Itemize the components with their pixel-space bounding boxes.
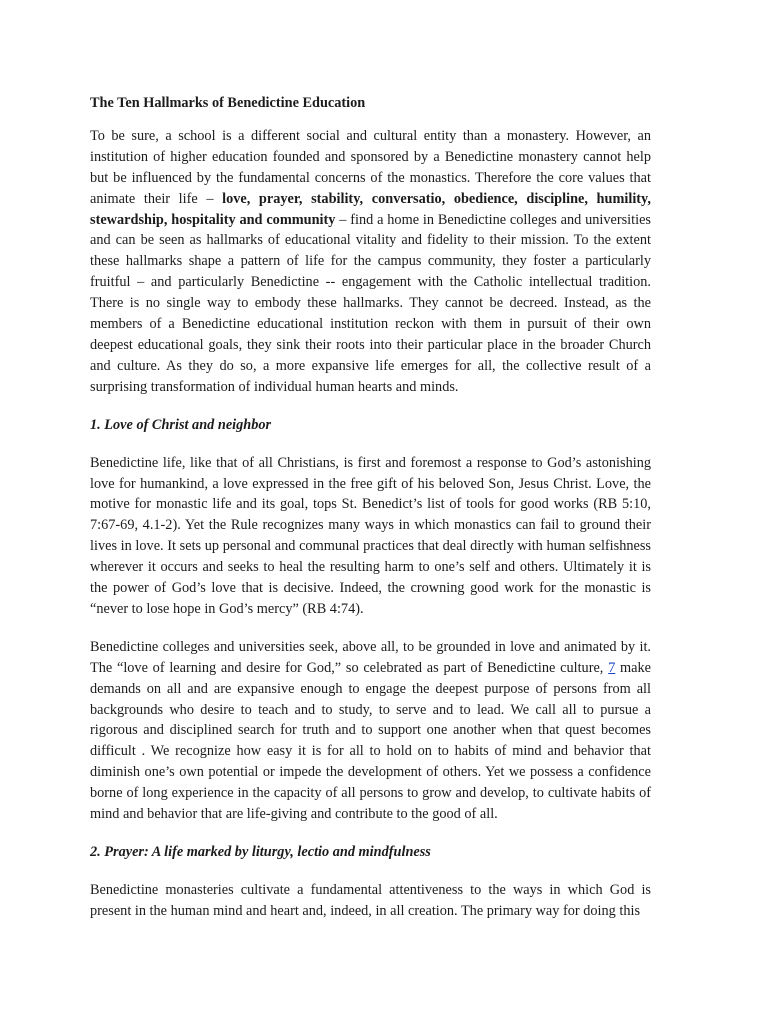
section-1-paragraph-1: Benedictine life, like that of all Christians, is first and foremost a response to God’s astonishing love for humankind, a love expressed in the free gift of his beloved Son, Jesus Christ. Love, the motive for monastic life and its goal, tops St. Benedict’s list of tools for good works (RB 5:10, 7:67-69, 4.1-2). Yet the Rule recognizes many ways in which monastics can fail to ground their lives in love. It sets up personal and communal practices that deal directly with human selfishness wherever it occurs and seeks to heal the resulting harm to one’s self and others. Ultimately it is the power of God’s love that is decisive. Indeed, the crowning good work for the monastic is “never to lose hope in God’s mercy” (RB 4:74). [90, 454, 651, 617]
section-1-paragraph-2 [90, 637, 651, 825]
footnote-link[interactable]: 7 [608, 659, 616, 676]
core-values-list: love, prayer, stability, conversatio, obedience, discipline, humility, stewardship, hospitality and community [90, 190, 651, 228]
intro-text-end: – find a home in Benedictine colleges and universities and can be seen as hallmarks of educational vitality and fidelity to their mission. To the extent these hallmarks shape a pattern of life for the campus community, they foster a particularly fruitful – and particularly Benedictine -- engagement with the Catholic intellectual tradition. There is no single way to embody these hallmarks. They cannot be decreed. Instead, as the members of a Benedictine educational institution reckon with them in pursuit of their own deepest educational goals, they sink their roots into their particular place in the broader Church and culture. As they do so, a more expansive life emerges for all, the collective result of a surprising transformation of individual human hearts and minds. [90, 211, 651, 395]
section-1-heading: 1. Love of Christ and neighbor [90, 416, 272, 433]
intro-text-start: To be sure, a school is a different social and cultural entity than a monastery. However, an institution of higher education founded and sponsored by a Benedictine monastery cannot help but be influenced by the fundamental concerns of the monastics. Therefore the core values that animate their life – [90, 127, 651, 207]
intro-paragraph [90, 126, 651, 398]
section-2-heading: 2. Prayer: A life marked by liturgy, lectio and mindfulness [90, 844, 431, 860]
section-1-paragraph-2-start: Benedictine colleges and universities seek, above all, to be grounded in love and animated by it. The “love of learning and desire for God,” so celebrated as part of Benedictine culture, [90, 638, 651, 676]
document-page [90, 93, 651, 939]
section-2-paragraph-1: Benedictine monasteries cultivate a fundamental attentiveness to the ways in which God is present in the human mind and heart and, indeed, in all creation. The primary way for doing this [90, 881, 651, 919]
section-1-paragraph-2-end: make demands on all and are expansive enough to engage the deepest purpose of persons from all backgrounds who desire to teach and to study, to serve and to lead. We call all to pursue a rigorous and disciplined search for truth and to support one another when that quest becomes difficult . We recognize how easy it is for all to hold on to habits of mind and behavior that diminish one’s own potential or impede the development of others. Yet we possess a confidence borne of long experience in the capacity of all persons to grow and develop, to cultivate habits of mind and behavior that are life-giving and contribute to the good of all. [90, 659, 651, 823]
document-title: The Ten Hallmarks of Benedictine Education [90, 95, 366, 111]
